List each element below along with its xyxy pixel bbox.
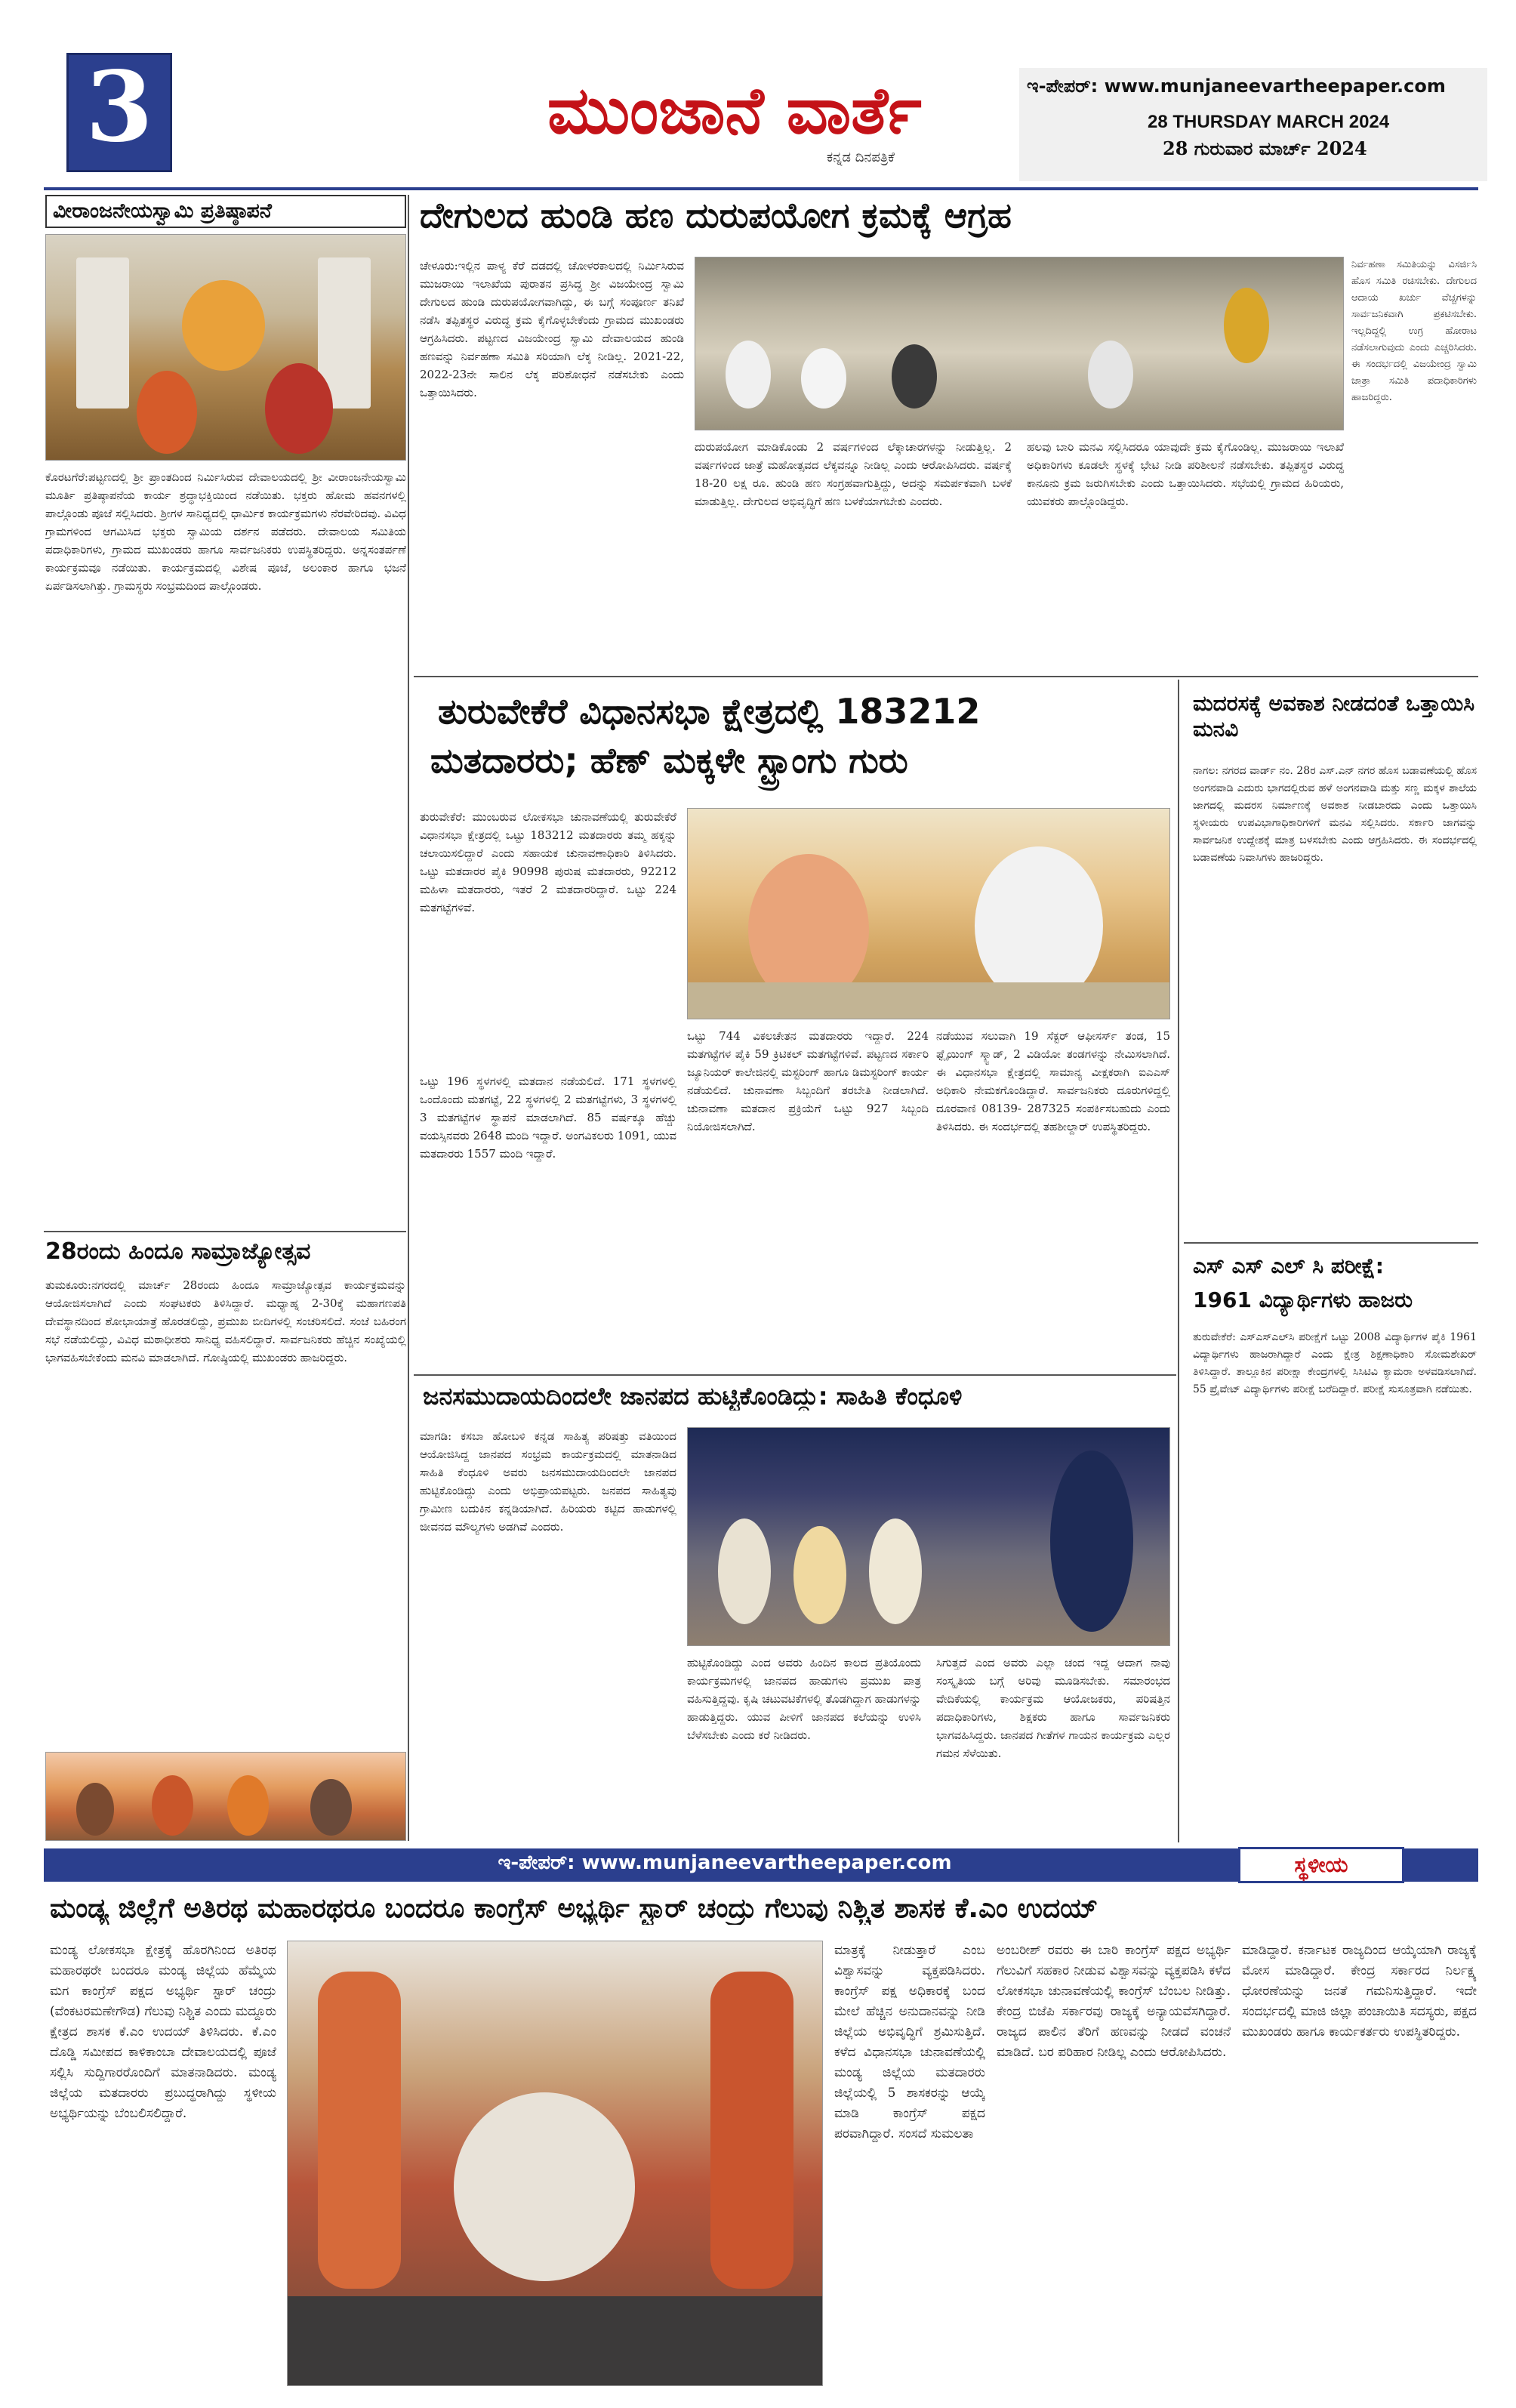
- section-divider: [44, 1231, 406, 1232]
- hundi-body-right: ಹಲವು ಬಾರಿ ಮನವಿ ಸಲ್ಲಿಸಿದರೂ ಯಾವುದೇ ಕ್ರಮ ಕೈಗೊಂಡಿಲ್ಲ. ಮುಜರಾಯಿ ಇಲಾಖೆ ಅಧಿಕಾರಿಗಳು ಕೂಡಲೇ ಸ್ಥಳಕ್ಕೆ ಭೇಟಿ ನೀಡಿ ಪರಿಶೀಲನೆ ನಡೆಸಬೇಕು. ತಪ್ಪಿತಸ್ಥರ ವಿರುದ್ಧ ಕಾನೂನು ಕ್ರಮ ಜರುಗಿಸಬೇಕು ಎಂದು ಒತ್ತಾಯಿಸಿದರು. ಸಭೆಯಲ್ಲಿ ಗ್ರಾಮದ ಹಿರಿಯರು, ಯುವಕರು ಪಾಲ್ಗೊಂಡಿದ್ದರು.: [1027, 440, 1344, 508]
- mandya-body-left: ಮಂಡ್ಯ ಲೋಕಸಭಾ ಕ್ಷೇತ್ರಕ್ಕೆ ಹೊರಗಿನಿಂದ ಅತಿರಥ ಮಹಾರಥರೇ ಬಂದರೂ ಮಂಡ್ಯ ಜಿಲ್ಲೆಯ ಹೆಮ್ಮೆಯ ಮಗ ಕಾಂಗ್ರೆಸ್ ಪಕ್ಷದ ಅಭ್ಯರ್ಥಿ ಸ್ಟಾರ್ ಚಂದ್ರು (ವೆಂಕಟರಮಣೇಗೌಡ) ಗೆಲುವು ನಿಶ್ಚಿತ ಎಂದು ಮದ್ದೂರು ಕ್ಷೇತ್ರದ ಶಾಸಕ ಕೆ.ಎಂ ಉದಯ್ ತಿಳಿಸಿದರು. ಕೆ.ಎಂ ದೊಡ್ಡಿ ಸಮೀಪದ ಕಾಳಿಕಾಂಬಾ ದೇವಾಲಯದಲ್ಲಿ ಪೂಜೆ ಸಲ್ಲಿಸಿ ಸುದ್ದಿಗಾರರೊಂದಿಗೆ ಮಾತನಾಡಿದರು. ಮಂಡ್ಯ ಜಿಲ್ಲೆಯ ಮತದಾರರು ಪ್ರಬುದ್ಧರಾಗಿದ್ದು ಸ್ಥಳೀಯ ಅಭ್ಯರ್ಥಿಯನ್ನು ಬೆಂಬಲಿಸಲಿದ್ದಾರೆ.: [50, 1943, 276, 2121]
- program-photo: [687, 1427, 1170, 1646]
- column-divider: [408, 195, 409, 1841]
- paper-logo: ಮುಂಜಾನೆ ವಾರ್ತೆ: [547, 73, 922, 149]
- mandya-headline: ಮಂಡ್ಯ ಜಿಲ್ಲೆಗೆ ಅತಿರಥ ಮಹಾರಥರೂ ಬಂದರೂ ಕಾಂಗ್ರೆಸ್ ಅಭ್ಯರ್ಥಿ ಸ್ಟಾರ್ ಚಂದ್ರು ಗೆಲುವು ನಿಶ್ಚಿತ ಶಾಸಕ ಕೆ.ಎಂ ಉದಯ್: [50, 1893, 1098, 1924]
- madarasa-body: ನಾಗಲ: ನಗರದ ವಾರ್ಡ್ ನಂ. 28ರ ಎಸ್.ಎನ್ ನಗರ ಹೊಸ ಬಡಾವಣೆಯಲ್ಲಿ ಹೊಸ ಅಂಗನವಾಡಿ ಎದುರು ಭಾಗದಲ್ಲಿರುವ ಹಳೆ ಅಂಗನವಾಡಿ ಮತ್ತು ಸಣ್ಣ ಮಕ್ಕಳ ಶಾಲೆಯ ಜಾಗದಲ್ಲಿ ಮದರಸ ನಿರ್ಮಾಣಕ್ಕೆ ಅವಕಾಶ ನೀಡಬಾರದು ಎಂದು ಒತ್ತಾಯಿಸಿ ಸ್ಥಳೀಯರು ಉಪವಿಭಾಗಾಧಿಕಾರಿಗಳಿಗೆ ಮನವಿ ಸಲ್ಲಿಸಿದರು. ಸರ್ಕಾರಿ ಜಾಗವನ್ನು ಸಾರ್ವಜನಿಕ ಉದ್ದೇಶಕ್ಕೆ ಮಾತ್ರ ಬಳಸಬೇಕು ಎಂದು ಆಗ್ರಹಿಸಿದರು. ಈ ಸಂದರ್ಭದಲ್ಲಿ ಬಡಾವಣೆಯ ನಿವಾಸಿಗಳು ಹಾಜರಿದ್ದರು.: [1193, 765, 1477, 864]
- group-photo: [45, 1752, 406, 1841]
- turuvekere-body-mid: ಒಟ್ಟು 196 ಸ್ಥಳಗಳಲ್ಲಿ ಮತದಾನ ನಡೆಯಲಿದೆ. 171 ಸ್ಥಳಗಳಲ್ಲಿ ಒಂದೊಂದು ಮತಗಟ್ಟೆ, 22 ಸ್ಥಳಗಳಲ್ಲಿ 2 ಮತಗಟ್ಟೆಗಳು, 3 ಸ್ಥಳಗಳಲ್ಲಿ 3 ಮತಗಟ್ಟೆಗಳ ಸ್ಥಾಪನೆ ಮಾಡಲಾಗಿದೆ. 85 ವರ್ಷಕ್ಕೂ ಹೆಚ್ಚು ವಯಸ್ಸಿನವರು 2648 ಮಂದಿ ಇದ್ದಾರೆ. ಅಂಗವಿಕಲರು 1091, ಯುವ ಮತದಾರರು 1557 ಮಂದಿ ಇದ್ದಾರೆ.: [420, 1075, 676, 1161]
- section-divider: [414, 676, 1478, 677]
- veeranjaneya-headline: ವೀರಾಂಜನೇಯಸ್ವಾಮಿ ಪ್ರತಿಷ್ಠಾಪನೆ: [45, 195, 406, 228]
- turuvekere-headline-1: ತುರುವೇಕೆರೆ ವಿಧಾನಸಭಾ ಕ್ಷೇತ್ರದಲ್ಲಿ 183212: [438, 691, 981, 732]
- page-number: 3: [85, 51, 153, 164]
- janapada-body-left: ಮಾಗಡಿ: ಕಸಬಾ ಹೋಬಳಿ ಕನ್ನಡ ಸಾಹಿತ್ಯ ಪರಿಷತ್ತು ವತಿಯಿಂದ ಆಯೋಜಿಸಿದ್ದ ಜಾನಪದ ಸಂಭ್ರಮ ಕಾರ್ಯಕ್ರಮದಲ್ಲಿ ಮಾತನಾಡಿದ ಸಾಹಿತಿ ಕೆಂಧೂಳಿ ಅವರು ಜನಸಮುದಾಯದಿಂದಲೇ ಜಾನಪದ ಹುಟ್ಟಿಕೊಂಡಿದ್ದು ಎಂದು ಅಭಿಪ್ರಾಯಪಟ್ಟರು. ಜನಪದ ಸಾಹಿತ್ಯವು ಗ್ರಾಮೀಣ ಬದುಕಿನ ಕನ್ನಡಿಯಾಗಿದೆ. ಹಿರಿಯರು ಕಟ್ಟಿದ ಹಾಡುಗಳಲ್ಲಿ ಜೀವನದ ಮೌಲ್ಯಗಳು ಅಡಗಿವೆ ಎಂದರು.: [420, 1429, 676, 1534]
- column-divider: [1178, 680, 1179, 1842]
- veeranjaneya-body: ಕೊರಟಗೆರೆ:ಪಟ್ಟಣದಲ್ಲಿ ಶ್ರೀ ಪ್ರಾಂತದಿಂದ ನಿರ್ಮಿಸಿರುವ ದೇವಾಲಯದಲ್ಲಿ ಶ್ರೀ ವೀರಾಂಜನೇಯಸ್ವಾಮಿ ಮೂರ್ತಿ ಪ್ರತಿಷ್ಠಾಪನೆಯ ಕಾರ್ಯ ಶ್ರದ್ಧಾಭಕ್ತಿಯಿಂದ ನಡೆಯಿತು. ಭಕ್ತರು ಹೋಮ ಹವನಗಳಲ್ಲಿ ಪಾಲ್ಗೊಂಡು ಪೂಜೆ ಸಲ್ಲಿಸಿದರು. ಶ್ರೀಗಳ ಸಾನಿಧ್ಯದಲ್ಲಿ ಧಾರ್ಮಿಕ ಕಾರ್ಯಕ್ರಮಗಳು ನೆರವೇರಿದವು. ವಿವಿಧ ಗ್ರಾಮಗಳಿಂದ ಆಗಮಿಸಿದ ಭಕ್ತರು ಸ್ವಾಮಿಯ ದರ್ಶನ ಪಡೆದರು. ದೇವಾಲಯ ಸಮಿತಿಯ ಪದಾಧಿಕಾರಿಗಳು, ಗ್ರಾಮದ ಮುಖಂಡರು ಹಾಗೂ ಸಾರ್ವಜನಿಕರು ಉಪಸ್ಥಿತರಿದ್ದರು. ಅನ್ನಸಂತರ್ಪಣೆ ಕಾರ್ಯಕ್ರಮವೂ ನಡೆಯಿತು. ಕಾರ್ಯಕ್ರಮದಲ್ಲಿ ವಿಶೇಷ ಪೂಜೆ, ಅಲಂಕಾರ ಹಾಗೂ ಭಜನೆ ಏರ್ಪಡಿಸಲಾಗಿತ್ತು. ಗ್ರಾಮಸ್ಥರು ಸಂಭ್ರಮದಿಂದ ಪಾಲ್ಗೊಂಡರು.: [45, 470, 406, 593]
- samrajyotsava-headline: 28ರಂದು ಹಿಂದೂ ಸಾಮ್ರಾಜ್ಯೋತ್ಸವ: [45, 1238, 311, 1265]
- masthead-rule: [44, 187, 1478, 190]
- turuvekere-body-right: ನಡೆಯುವ ಸಲುವಾಗಿ 19 ಸೆಕ್ಟರ್ ಆಫೀಸರ್ಸ್ ತಂಡ, 15 ಫ್ಲೈಯಿಂಗ್ ಸ್ಕ್ವಾಡ್, 2 ವಿಡಿಯೋ ತಂಡಗಳನ್ನು ನೇಮಿಸಲಾಗಿದೆ. ಈ ವಿಧಾನಸಭಾ ಕ್ಷೇತ್ರದಲ್ಲಿ ಸಾಮಾನ್ಯ ವೀಕ್ಷಕರಾಗಿ ಐಎಎಸ್ ಅಧಿಕಾರಿ ನೇಮಕಗೊಂಡಿದ್ದಾರೆ. ಸಾರ್ವಜನಿಕರು ದೂರುಗಳಿದ್ದಲ್ಲಿ ದೂರವಾಣಿ 08139- 287325 ಸಂಪರ್ಕಿಸಬಹುದು ಎಂದು ತಿಳಿಸಿದರು. ಈ ಸಂದರ್ಭದಲ್ಲಿ ತಹಶೀಲ್ದಾರ್ ಉಪಸ್ಥಿತರಿದ್ದರು.: [936, 1029, 1170, 1133]
- date-english: 28 THURSDAY MARCH 2024: [1148, 112, 1390, 132]
- date-kannada: 28 ಗುರುವಾರ ಮಾರ್ಚ್ 2024: [1163, 137, 1367, 159]
- janapada-body-right: ಸಿಗುತ್ತದೆ ಎಂದ ಅವರು ಎಲ್ಲಾ ಚಂದ ಇದ್ದ ಆದಾಗ ನಾವು ಸಂಸ್ಕೃತಿಯ ಬಗ್ಗೆ ಅರಿವು ಮೂಡಿಸಬೇಕು. ಸಮಾರಂಭದ ವೇದಿಕೆಯಲ್ಲಿ ಕಾರ್ಯಕ್ರಮ ಆಯೋಜಕರು, ಪರಿಷತ್ತಿನ ಪದಾಧಿಕಾರಿಗಳು, ಶಿಕ್ಷಕರು ಹಾಗೂ ಸಾರ್ವಜನಿಕರು ಭಾಗವಹಿಸಿದ್ದರು. ಜಾನಪದ ಗೀತೆಗಳ ಗಾಯನ ಕಾರ್ಯಕ್ರಮ ಎಲ್ಲರ ಗಮನ ಸೆಳೆಯಿತು.: [936, 1656, 1170, 1760]
- janapada-body-mid: ಹುಟ್ಟಿಕೊಂಡಿದ್ದು ಎಂದ ಅವರು ಹಿಂದಿನ ಕಾಲದ ಪ್ರತಿಯೊಂದು ಕಾರ್ಯಕ್ರಮಗಳಲ್ಲಿ ಜಾನಪದ ಹಾಡುಗಳು ಪ್ರಮುಖ ಪಾತ್ರ ವಹಿಸುತ್ತಿದ್ದವು. ಕೃಷಿ ಚಟುವಟಿಕೆಗಳಲ್ಲಿ ತೊಡಗಿದ್ದಾಗ ಹಾಡುಗಳನ್ನು ಹಾಡುತ್ತಿದ್ದರು. ಯುವ ಪೀಳಿಗೆ ಜಾನಪದ ಕಲೆಯನ್ನು ಉಳಿಸಿ ಬೆಳೆಸಬೇಕು ಎಂದು ಕರೆ ನೀಡಿದರು.: [687, 1656, 921, 1742]
- section-label-local: ಸ್ಥಳೀಯ: [1238, 1847, 1404, 1883]
- meeting-photo: [695, 257, 1344, 430]
- turuvekere-headline-2: ಮತದಾರರು; ಹೆಣ್ ಮಕ್ಕಳೇ ಸ್ಟ್ರಾಂಗು ಗುರು: [430, 740, 908, 781]
- rally-photo: [287, 1941, 823, 2386]
- press-meet-photo: [687, 808, 1170, 1019]
- turuvekere-body-left: ತುರುವೇಕೆರೆ: ಮುಂಬರುವ ಲೋಕಸಭಾ ಚುನಾವಣೆಯಲ್ಲಿ ತುರುವೇಕೆರೆ ವಿಧಾನಸಭಾ ಕ್ಷೇತ್ರದಲ್ಲಿ ಒಟ್ಟು 183212 ಮತದಾರರು ತಮ್ಮ ಹಕ್ಕನ್ನು ಚಲಾಯಿಸಲಿದ್ದಾರೆ ಎಂದು ಸಹಾಯಕ ಚುನಾವಣಾಧಿಕಾರಿ ತಿಳಿಸಿದರು. ಒಟ್ಟು ಮತದಾರರ ಪೈಕಿ 90998 ಪುರುಷ ಮತದಾರರು, 92212 ಮಹಿಳಾ ಮತದಾರರು, ಇತರೆ 2 ಮತದಾರರಿದ್ದಾರೆ. ಒಟ್ಟು 224 ಮತಗಟ್ಟೆಗಳಿವೆ.: [420, 810, 676, 914]
- hundi-body-mid: ದುರುಪಯೋಗ ಮಾಡಿಕೊಂಡು 2 ವರ್ಷಗಳಿಂದ ಲೆಕ್ಕಾಚಾರಗಳನ್ನು ನೀಡುತ್ತಿಲ್ಲ. 2 ವರ್ಷಗಳಿಂದ ಜಾತ್ರೆ ಮಹೋತ್ಸವದ ಲೆಕ್ಕವನ್ನೂ ನೀಡಿಲ್ಲ ಎಂದು ಆರೋಪಿಸಿದರು. ವರ್ಷಕ್ಕೆ 18-20 ಲಕ್ಷ ರೂ. ಹುಂಡಿ ಹಣ ಸಂಗ್ರಹವಾಗುತ್ತಿದ್ದು, ಅದನ್ನು ಸಮರ್ಪಕವಾಗಿ ಬಳಕೆ ಮಾಡುತ್ತಿಲ್ಲ. ದೇಗುಲದ ಅಭಿವೃದ್ಧಿಗೆ ಹಣ ಬಳಕೆಯಾಗಬೇಕು ಎಂದರು.: [695, 440, 1012, 508]
- temple-ceremony-photo: [45, 234, 406, 461]
- madarasa-headline: ಮದರಸಕ್ಕೆ ಅವಕಾಶ ನೀಡದಂತೆ ಒತ್ತಾಯಿಸಿ ಮನವಿ: [1193, 691, 1475, 742]
- mandya-body-mid: ಮಾತ್ರಕ್ಕೆ ನೀಡುತ್ತಾರೆ ಎಂಬ ವಿಶ್ವಾಸವನ್ನು ವ್ಯಕ್ತಪಡಿಸಿದರು. ಕಾಂಗ್ರೆಸ್ ಪಕ್ಷ ಅಧಿಕಾರಕ್ಕೆ ಬಂದ ಮೇಲೆ ಹೆಚ್ಚಿನ ಅನುದಾನವನ್ನು ನೀಡಿ ಜಿಲ್ಲೆಯ ಅಭಿವೃದ್ಧಿಗೆ ಶ್ರಮಿಸುತ್ತಿದೆ. ಕಳೆದ ವಿಧಾನಸಭಾ ಚುನಾವಣೆಯಲ್ಲಿ ಮಂಡ್ಯ ಜಿಲ್ಲೆಯ ಮತದಾರರು ಜಿಲ್ಲೆಯಲ್ಲಿ 5 ಶಾಸಕರನ್ನು ಆಯ್ಕೆ ಮಾಡಿ ಕಾಂಗ್ರೆಸ್ ಪಕ್ಷದ ಪರವಾಗಿದ್ದಾರೆ. ಸಂಸದೆ ಸುಮಲತಾ: [834, 1943, 985, 2141]
- sslc-headline-1: ಎಸ್ ಎಸ್ ಎಲ್ ಸಿ ಪರೀಕ್ಷೆ:: [1193, 1253, 1384, 1278]
- hundi-body-left: ಚೇಳೂರು:ಇಲ್ಲಿನ ಪಾಳ್ಯ ಕೆರೆ ದಡದಲ್ಲಿ ಚೋಳರಕಾಲದಲ್ಲಿ ನಿರ್ಮಿಸಿರುವ ಮುಜರಾಯಿ ಇಲಾಖೆಯ ಪುರಾತನ ಪ್ರಸಿದ್ಧ ಶ್ರೀ ವಿಜಯೇಂದ್ರ ಸ್ವಾಮಿ ದೇಗುಲದ ಹುಂಡಿ ದುರುಪಯೋಗವಾಗಿದ್ದು, ಈ ಬಗ್ಗೆ ಸಂಪೂರ್ಣ ತನಿಖೆ ನಡೆಸಿ ತಪ್ಪಿತಸ್ಥರ ವಿರುದ್ಧ ಕ್ರಮ ಕೈಗೊಳ್ಳಬೇಕೆಂದು ಗ್ರಾಮದ ಮುಖಂಡರು ಆಗ್ರಹಿಸಿದರು. ಪಟ್ಟಣದ ವಿಜಯೇಂದ್ರ ಸ್ವಾಮಿ ದೇವಾಲಯದ ಹುಂಡಿ ಹಣವನ್ನು ನಿರ್ವಹಣಾ ಸಮಿತಿ ಸರಿಯಾಗಿ ಲೆಕ್ಕ ನೀಡಿಲ್ಲ. 2021-22, 2022-23ನೇ ಸಾಲಿನ ಲೆಕ್ಕ ಪರಿಶೋಧನೆ ನಡೆಸಬೇಕು ಎಂದು ಒತ್ತಾಯಿಸಿದರು.: [420, 259, 684, 399]
- hundi-headline: ದೇಗುಲದ ಹುಂಡಿ ಹಣ ದುರುಪಯೋಗ ಕ್ರಮಕ್ಕೆ ಆಗ್ರಹ: [420, 195, 1012, 236]
- hundi-body-far: ನಿರ್ವಹಣಾ ಸಮಿತಿಯನ್ನು ವಿಸರ್ಜಿಸಿ ಹೊಸ ಸಮಿತಿ ರಚಿಸಬೇಕು. ದೇಗುಲದ ಆದಾಯ ಖರ್ಚು ವೆಚ್ಚಗಳನ್ನು ಸಾರ್ವಜನಿಕವಾಗಿ ಪ್ರಕಟಿಸಬೇಕು. ಇಲ್ಲದಿದ್ದಲ್ಲಿ ಉಗ್ರ ಹೋರಾಟ ನಡೆಸಲಾಗುವುದು ಎಂದು ಎಚ್ಚರಿಸಿದರು. ಈ ಸಂದರ್ಭದಲ್ಲಿ ವಿಜಯೇಂದ್ರ ಸ್ವಾಮಿ ಜಾತ್ರಾ ಸಮಿತಿ ಪದಾಧಿಕಾರಿಗಳು ಹಾಜರಿದ್ದರು.: [1351, 259, 1477, 403]
- janapada-headline: ಜನಸಮುದಾಯದಿಂದಲೇ ಜಾನಪದ ಹುಟ್ಟಿಕೊಂಡಿದ್ದು: ಸಾಹಿತಿ ಕೆಂಧೂಳಿ: [423, 1382, 963, 1411]
- section-divider: [414, 1374, 1176, 1376]
- epaper-link[interactable]: ಇ-ಪೇಪರ್: www.munjaneevartheepaper.com: [1027, 76, 1446, 97]
- paper-tagline: ಕನ್ನಡ ದಿನಪತ್ರಿಕೆ: [826, 150, 895, 165]
- sslc-headline-2: 1961 ವಿದ್ಯಾರ್ಥಿಗಳು ಹಾಜರು: [1193, 1287, 1413, 1312]
- epaper-band-link[interactable]: ಇ-ಪೇಪರ್: www.munjaneevartheepaper.com: [498, 1851, 952, 1874]
- section-divider: [1184, 1242, 1478, 1244]
- mandya-body-far: ಮಾಡಿದ್ದಾರೆ. ಕರ್ನಾಟಕ ರಾಜ್ಯದಿಂದ ಆಯ್ಕೆಯಾಗಿ ರಾಜ್ಯಕ್ಕೆ ಮೋಸ ಮಾಡಿದ್ದಾರೆ. ಕೇಂದ್ರ ಸರ್ಕಾರದ ನಿರ್ಲಕ್ಷ್ಯ ಧೋರಣೆಯನ್ನು ಜನತೆ ಗಮನಿಸುತ್ತಿದ್ದಾರೆ. ಇದೇ ಸಂದರ್ಭದಲ್ಲಿ ಮಾಜಿ ಜಿಲ್ಲಾ ಪಂಚಾಯಿತಿ ಸದಸ್ಯರು, ಪಕ್ಷದ ಮುಖಂಡರು ಹಾಗೂ ಕಾರ್ಯಕರ್ತರು ಉಪಸ್ಥಿತರಿದ್ದರು.: [1242, 1943, 1477, 2040]
- turuvekere-body-mid2: ಒಟ್ಟು 744 ವಿಕಲಚೇತನ ಮತದಾರರು ಇದ್ದಾರೆ. 224 ಮತಗಟ್ಟೆಗಳ ಪೈಕಿ 59 ಕ್ರಿಟಿಕಲ್ ಮತಗಟ್ಟೆಗಳಿವೆ. ಪಟ್ಟಣದ ಸರ್ಕಾರಿ ಜ್ಯೂನಿಯರ್ ಕಾಲೇಜಿನಲ್ಲಿ ಮಸ್ಟರಿಂಗ್ ಹಾಗೂ ಡಿಮಸ್ಟರಿಂಗ್ ಕಾರ್ಯ ನಡೆಯಲಿದೆ. ಚುನಾವಣಾ ಸಿಬ್ಬಂದಿಗೆ ತರಬೇತಿ ನೀಡಲಾಗಿದೆ. ಚುನಾವಣಾ ಮತದಾನ ಪ್ರಕ್ರಿಯೆಗೆ ಒಟ್ಟು 927 ಸಿಬ್ಬಂದಿ ನಿಯೋಜಿಸಲಾಗಿದೆ.: [687, 1029, 929, 1133]
- samrajyotsava-body: ತುಮಕೂರು:ನಗರದಲ್ಲಿ ಮಾರ್ಚ್ 28ರಂದು ಹಿಂದೂ ಸಾಮ್ರಾಜ್ಯೋತ್ಸವ ಕಾರ್ಯಕ್ರಮವನ್ನು ಆಯೋಜಿಸಲಾಗಿದೆ ಎಂದು ಸಂಘಟಕರು ತಿಳಿಸಿದ್ದಾರೆ. ಮಧ್ಯಾಹ್ನ 2-30ಕ್ಕೆ ಮಹಾಗಣಪತಿ ದೇವಸ್ಥಾನದಿಂದ ಶೋಭಾಯಾತ್ರೆ ಹೊರಡಲಿದ್ದು, ಪ್ರಮುಖ ಬೀದಿಗಳಲ್ಲಿ ಸಂಚರಿಸಲಿದೆ. ಸಂಜೆ ಬಹಿರಂಗ ಸಭೆ ನಡೆಯಲಿದ್ದು, ವಿವಿಧ ಮಠಾಧೀಶರು ಸಾನಿಧ್ಯ ವಹಿಸಲಿದ್ದಾರೆ. ಸಾರ್ವಜನಿಕರು ಹೆಚ್ಚಿನ ಸಂಖ್ಯೆಯಲ್ಲಿ ಭಾಗವಹಿಸಬೇಕೆಂದು ಮನವಿ ಮಾಡಲಾಗಿದೆ. ಗೋಷ್ಠಿಯಲ್ಲಿ ಮುಖಂಡರು ಹಾಜರಿದ್ದರು.: [45, 1278, 406, 1364]
- mandya-body-right: ಅಂಬರೀಶ್ ರವರು ಈ ಬಾರಿ ಕಾಂಗ್ರೆಸ್ ಪಕ್ಷದ ಅಭ್ಯರ್ಥಿ ಗೆಲುವಿಗೆ ಸಹಕಾರ ನೀಡುವ ವಿಶ್ವಾಸವನ್ನು ವ್ಯಕ್ತಪಡಿಸಿ ಕಳೆದ ಲೋಕಸಭಾ ಚುನಾವಣೆಯಲ್ಲಿ ಕಾಂಗ್ರೆಸ್ ಬೆಂಬಲ ನೀಡಿತ್ತು. ಕೇಂದ್ರ ಬಿಜೆಪಿ ಸರ್ಕಾರವು ರಾಜ್ಯಕ್ಕೆ ಅನ್ಯಾಯವೆಸಗಿದ್ದಾರೆ. ರಾಜ್ಯದ ಪಾಲಿನ ತೆರಿಗೆ ಹಣವನ್ನು ನೀಡದೆ ವಂಚನೆ ಮಾಡಿದೆ. ಬರ ಪರಿಹಾರ ನೀಡಿಲ್ಲ ಎಂದು ಆರೋಪಿಸಿದರು.: [997, 1943, 1231, 2060]
- sslc-body: ತುರುವೇಕೆರೆ: ಎಸ್‌ಎಸ್‌ಎಲ್‌ಸಿ ಪರೀಕ್ಷೆಗೆ ಒಟ್ಟು 2008 ವಿದ್ಯಾರ್ಥಿಗಳ ಪೈಕಿ 1961 ವಿದ್ಯಾರ್ಥಿಗಳು ಹಾಜರಾಗಿದ್ದಾರೆ ಎಂದು ಕ್ಷೇತ್ರ ಶಿಕ್ಷಣಾಧಿಕಾರಿ ಸೋಮಶೇಖರ್ ತಿಳಿಸಿದ್ದಾರೆ. ತಾಲ್ಲೂಕಿನ ಪರೀಕ್ಷಾ ಕೇಂದ್ರಗಳಲ್ಲಿ ಸಿಸಿಟಿವಿ ಕ್ಯಾಮರಾ ಅಳವಡಿಸಲಾಗಿದೆ. 55 ಪ್ರೈವೇಟ್ ವಿದ್ಯಾರ್ಥಿಗಳು ಪರೀಕ್ಷೆ ಬರೆದಿದ್ದಾರೆ. ಪರೀಕ್ಷೆ ಸುಸೂತ್ರವಾಗಿ ನಡೆಯಿತು.: [1193, 1331, 1477, 1395]
